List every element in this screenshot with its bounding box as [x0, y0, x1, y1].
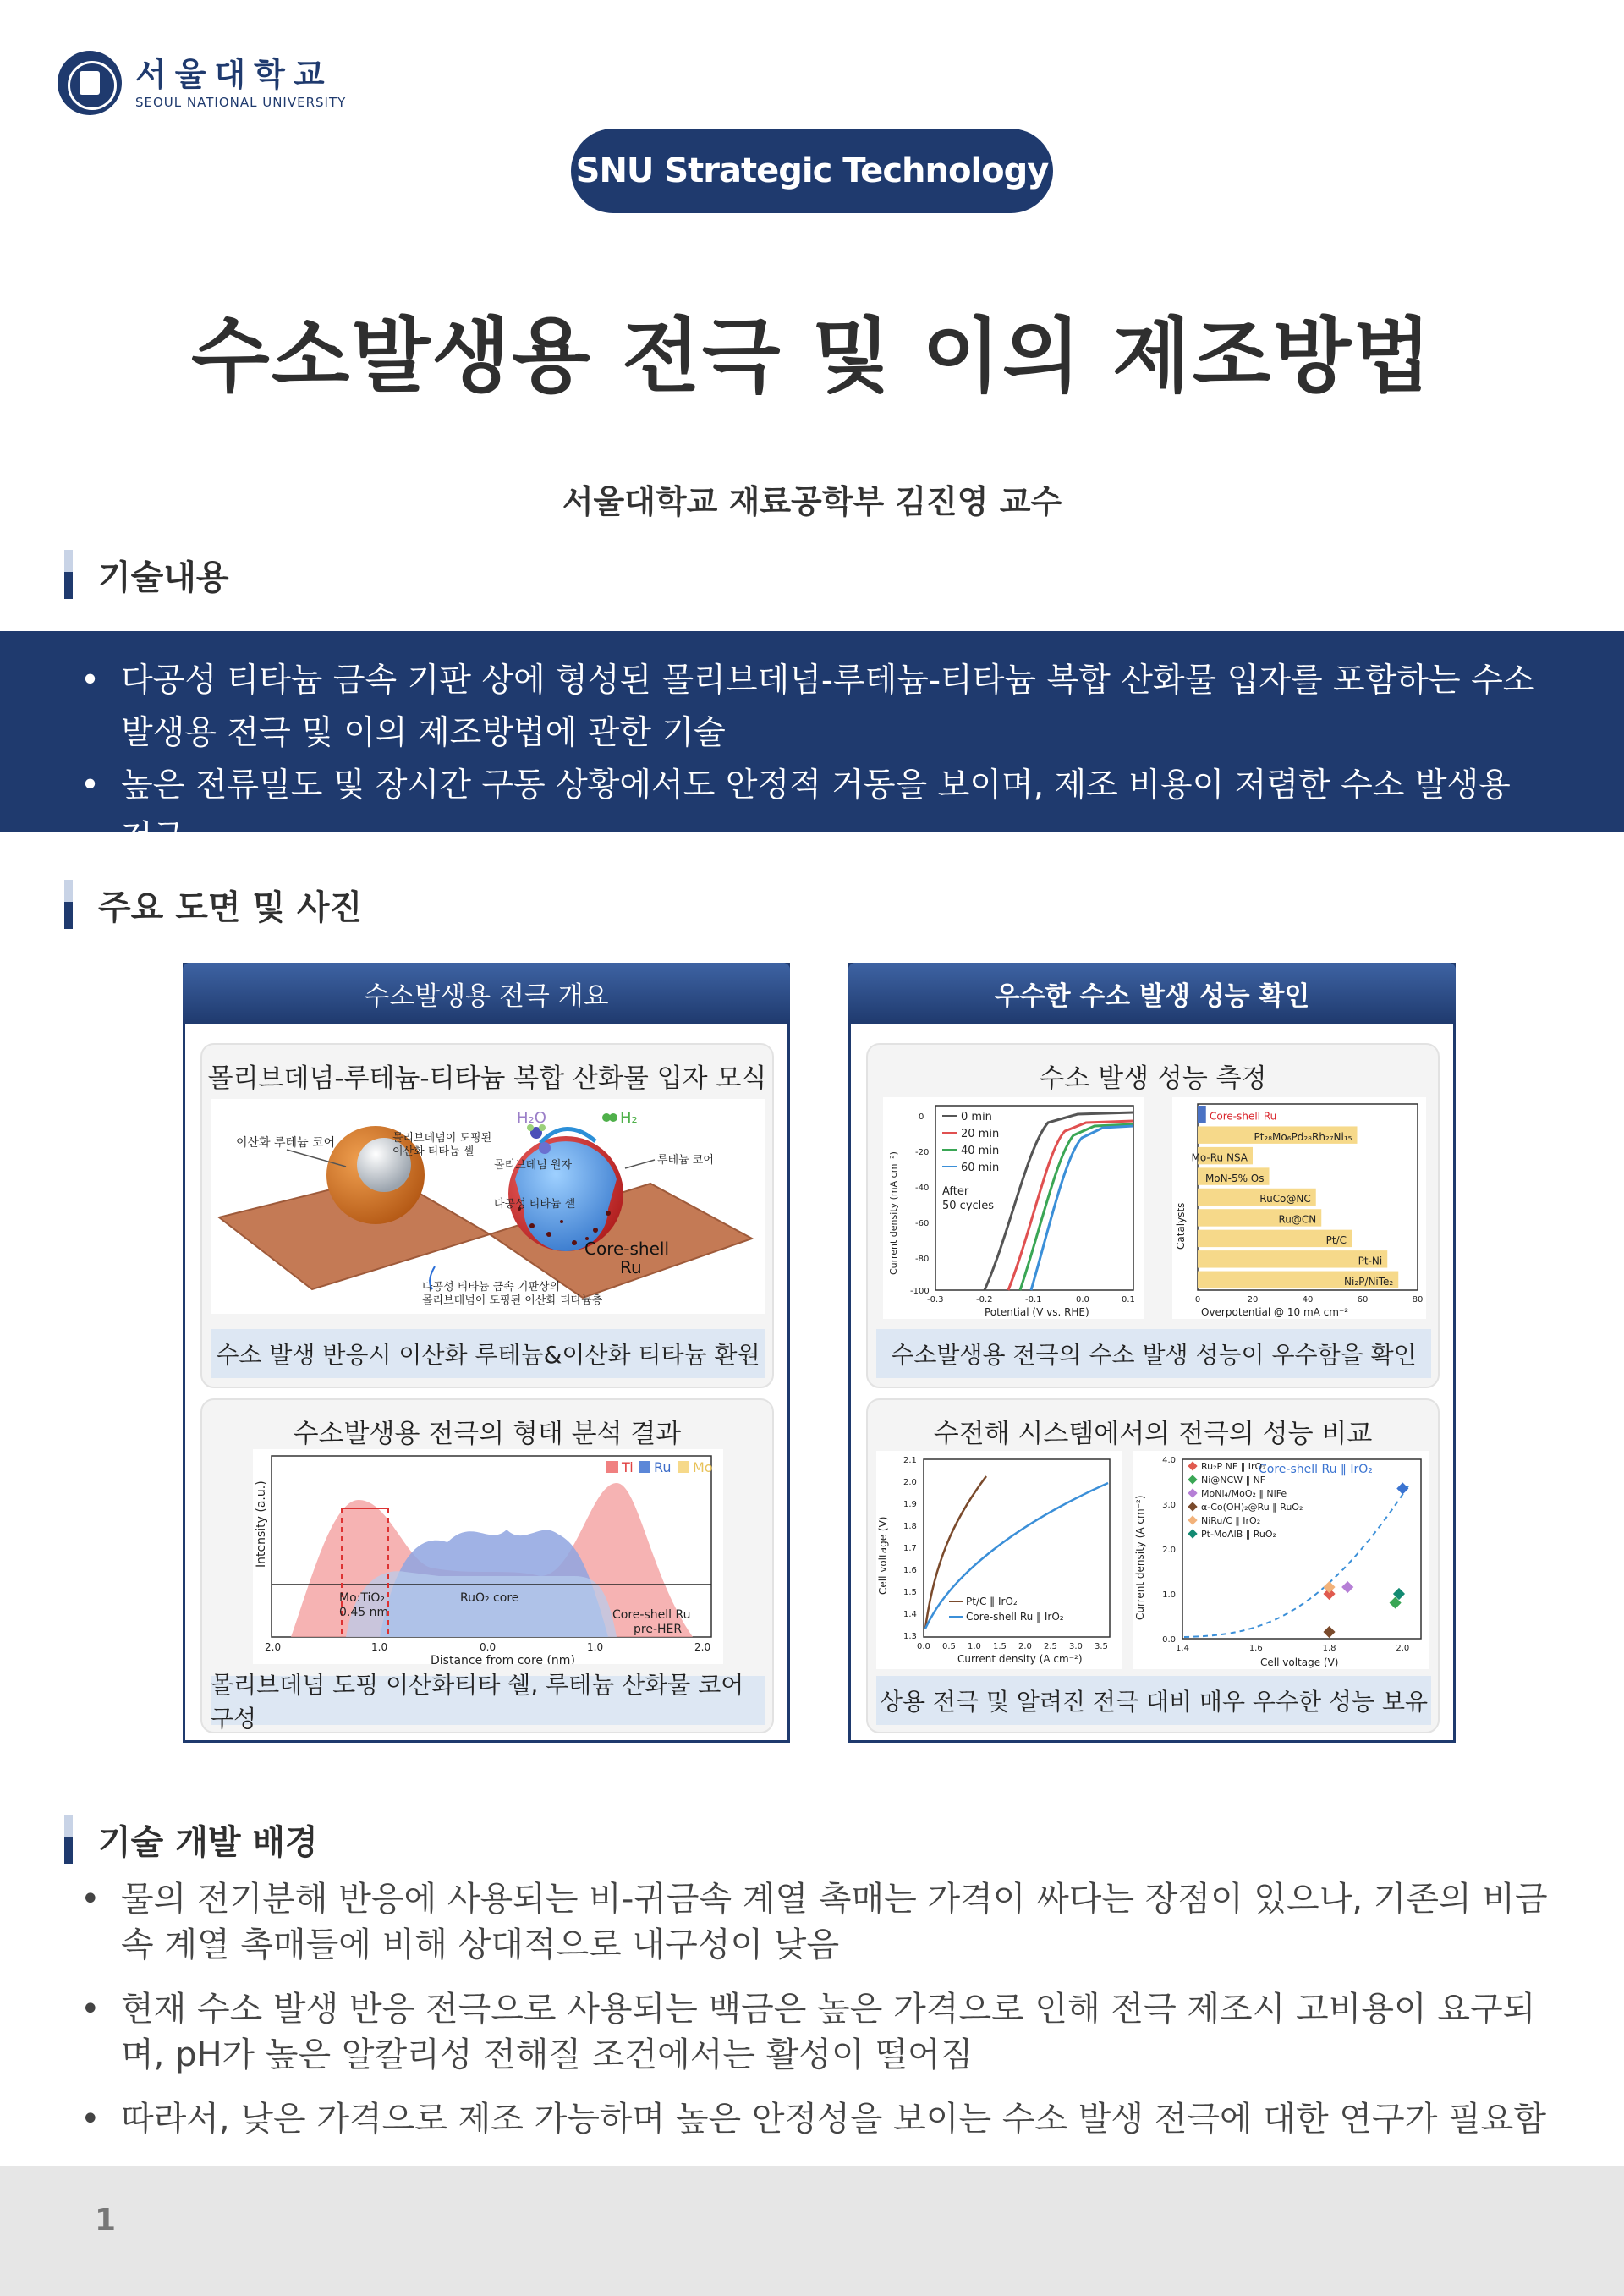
svg-text:-100: -100: [910, 1287, 930, 1296]
svg-text:After: After: [942, 1185, 969, 1198]
legend-label-1: Ni@NCW ‖ NF: [1201, 1475, 1266, 1486]
bar-label-5: Ru@CN: [1278, 1213, 1317, 1226]
figure-caption: 상용 전극 및 알려진 전극 대비 매우 우수한 성능 보유: [876, 1676, 1431, 1725]
svg-text:0: 0: [919, 1112, 924, 1122]
svg-text:이산화 티타늄 셀: 이산화 티타늄 셀: [392, 1145, 475, 1158]
bar-xtick-0: 0: [1194, 1295, 1201, 1305]
bar-0: [1198, 1106, 1206, 1123]
svg-text:Core-shell Ru ‖ IrO₂: Core-shell Ru ‖ IrO₂: [966, 1611, 1064, 1623]
lsv-chart: [883, 1097, 1144, 1319]
section-marker: [64, 550, 73, 599]
svg-text:1.5: 1.5: [993, 1642, 1007, 1651]
svg-text:-0.3: -0.3: [927, 1295, 944, 1305]
card-title: 수소 발생 성능 측정: [1039, 1063, 1267, 1094]
schematic-figure: [211, 1099, 765, 1314]
svg-text:2.1: 2.1: [903, 1456, 917, 1465]
svg-text:Mo: Mo: [693, 1459, 713, 1475]
svg-text:3.0: 3.0: [1069, 1642, 1083, 1651]
svg-text:Current density (A cm⁻²): Current density (A cm⁻²): [957, 1653, 1083, 1665]
svg-text:Pt/C ‖ IrO₂: Pt/C ‖ IrO₂: [966, 1596, 1018, 1607]
page-footer: [0, 2166, 1624, 2296]
svg-text:-40: -40: [915, 1184, 930, 1193]
svg-text:Core-shell Ru: Core-shell Ru: [612, 1608, 691, 1622]
svg-text:0.0: 0.0: [480, 1641, 497, 1653]
svg-text:Ru: Ru: [654, 1459, 672, 1475]
scatter-ytick-1: 1.0: [1162, 1590, 1176, 1600]
section-heading-background: [64, 1815, 318, 1864]
legend-label-5: Pt-MoAlB ‖ RuO₂: [1201, 1529, 1276, 1540]
legend-label-0: Ru₂P NF ‖ IrO₂: [1201, 1461, 1266, 1472]
legend-marker-4: [1188, 1515, 1197, 1524]
svg-text:40 min: 40 min: [961, 1145, 1000, 1157]
svg-text:Ti: Ti: [622, 1459, 634, 1475]
bar-label-4: RuCo@NC: [1259, 1193, 1311, 1206]
figure-panel-overview: [183, 963, 790, 1743]
section-heading-figures: [64, 880, 362, 929]
figure-card-morphology: [200, 1398, 774, 1733]
svg-text:Catalysts: Catalysts: [1175, 1202, 1187, 1250]
bar-label-8: Ni₂P/NiTe₂: [1344, 1276, 1394, 1288]
svg-text:1.0: 1.0: [968, 1642, 981, 1651]
svg-text:Cell voltage (V): Cell voltage (V): [877, 1516, 889, 1595]
section-title: 주요 도면 및 사진: [98, 887, 363, 927]
legend-marker-1: [1188, 1475, 1197, 1484]
background-bullet: • 현재 수소 발생 반응 전극으로 사용되는 백금은 높은 가격으로 인해 전극 제조시 고비용이 요구되며, pH가 높은 알칼리성 전해질 조건에서는 활성이 떨어짐: [80, 1986, 1552, 2078]
svg-text:1.7: 1.7: [903, 1544, 917, 1553]
lsv-60min: [1031, 1126, 1133, 1290]
bar-xtick-3: 60: [1357, 1295, 1369, 1305]
eds-line-scan-chart: [253, 1449, 723, 1664]
svg-text:H₂: H₂: [620, 1109, 638, 1127]
svg-text:2.5: 2.5: [1044, 1642, 1057, 1651]
scatter-xtick-0: 1.4: [1176, 1644, 1189, 1653]
svg-text:이산화 루테늄 코어: 이산화 루테늄 코어: [236, 1136, 336, 1150]
svg-text:-60: -60: [915, 1219, 930, 1228]
author-line: 서울대학교 재료공학부 김진영 교수: [562, 483, 1062, 520]
bar-label-7: Pt-Ni: [1358, 1255, 1383, 1267]
svg-text:Mo:TiO₂: Mo:TiO₂: [339, 1591, 386, 1605]
svg-text:-0.2: -0.2: [976, 1295, 993, 1305]
scatter-ytick-0: 0.0: [1162, 1635, 1176, 1645]
svg-text:몰리브데넘 원자: 몰리브데넘 원자: [494, 1159, 573, 1172]
svg-text:2.0: 2.0: [265, 1641, 282, 1653]
svg-text:루테늄 코어: 루테늄 코어: [657, 1154, 714, 1167]
svg-text:Potential (V vs. RHE): Potential (V vs. RHE): [985, 1306, 1089, 1318]
svg-text:Cell voltage (V): Cell voltage (V): [1260, 1656, 1339, 1668]
svg-text:1.4: 1.4: [903, 1610, 917, 1619]
scatter-xtick-2: 1.8: [1322, 1644, 1336, 1653]
snu-logo: [58, 51, 346, 115]
svg-text:2.0: 2.0: [1018, 1642, 1032, 1651]
svg-text:0.0: 0.0: [1076, 1295, 1089, 1305]
svg-text:3.5: 3.5: [1095, 1642, 1108, 1651]
svg-text:2.0: 2.0: [903, 1478, 917, 1487]
svg-text:0 min: 0 min: [961, 1111, 992, 1123]
scatter-point-4: [1323, 1581, 1335, 1593]
svg-text:다공성 티타늄 셀: 다공성 티타늄 셀: [494, 1198, 576, 1211]
tech-bullet: • 다공성 티타늄 금속 기판 상에 형성된 몰리브데넘-루테늄-티타늄 복합 산화물 입자를 포함하는 수소 발생용 전극 및 이의 제조방법에 관한 기술: [80, 655, 1539, 760]
section-title: 기술내용: [98, 558, 229, 597]
scatter-point-2: [1341, 1581, 1353, 1593]
snu-emblem-icon: [58, 51, 122, 115]
panel-title: 수소발생용 전극 개요: [183, 963, 790, 1024]
figure-caption: 수소발생용 전극의 수소 발생 성능이 우수함을 확인: [876, 1329, 1431, 1378]
figure-caption: 수소 발생 반응시 이산화 루테늄&이산화 티타늄 환원: [211, 1329, 765, 1378]
bar-label-2: Mo-Ru NSA: [1191, 1151, 1248, 1164]
strategic-technology-badge: SNU Strategic Technology: [571, 129, 1053, 213]
svg-text:0.45 nm: 0.45 nm: [339, 1606, 389, 1619]
logo-english-name: SEOUL NATIONAL UNIVERSITY: [135, 95, 347, 110]
bar-xtick-4: 80: [1412, 1295, 1424, 1305]
legend-marker-0: [1188, 1461, 1197, 1470]
svg-text:0.5: 0.5: [942, 1642, 956, 1651]
logo-korean-name: 서울대학교: [135, 56, 333, 93]
svg-text:1.3: 1.3: [903, 1632, 917, 1641]
section-marker: [64, 880, 73, 929]
bar-xtick-1: 20: [1247, 1295, 1259, 1305]
legend-label-3: α-Co(OH)₂@Ru ‖ RuO₂: [1201, 1502, 1303, 1513]
scatter-ytick-4: 4.0: [1162, 1456, 1176, 1465]
svg-text:50 cycles: 50 cycles: [942, 1200, 995, 1212]
svg-text:0.0: 0.0: [917, 1642, 930, 1651]
figure-card-electrolyzer: [866, 1398, 1440, 1733]
svg-text:-80: -80: [915, 1255, 930, 1264]
bar-xtick-2: 40: [1302, 1295, 1314, 1305]
svg-text:20 min: 20 min: [961, 1128, 1000, 1140]
card-title: 수소발생용 전극의 형태 분석 결과: [293, 1419, 682, 1449]
page-number: 1: [95, 2203, 117, 2238]
svg-text:다공성 티타늄 금속 기판상의: 다공성 티타늄 금속 기판상의: [422, 1281, 561, 1294]
svg-text:2.0: 2.0: [694, 1641, 711, 1653]
comparison-scatter-chart: [1133, 1451, 1429, 1669]
svg-text:60 min: 60 min: [961, 1162, 1000, 1174]
legend-label-2: MoNi₄/MoO₂ ‖ NiFe: [1201, 1488, 1287, 1499]
card-title: 수전해 시스템에서의 전극의 성능 비교: [933, 1419, 1373, 1449]
section-marker: [64, 1815, 73, 1864]
svg-text:Distance from core (nm): Distance from core (nm): [431, 1654, 575, 1664]
section-heading-tech: [64, 550, 229, 599]
svg-text:Core-shell: Core-shell: [584, 1239, 670, 1259]
figure-caption: 몰리브데넘 도핑 이산화티타 쉘, 루테늄 산화물 코어 구성: [211, 1676, 765, 1725]
panel-title: 우수한 수소 발생 성능 확인: [848, 963, 1456, 1024]
bar-label-1: Pt₂₈Mo₆Pd₂₈Rh₂₇Ni₁₅: [1254, 1130, 1352, 1143]
tech-summary-band: [0, 631, 1624, 857]
background-list: [80, 1876, 1552, 2161]
scatter-xtick-1: 1.6: [1248, 1644, 1263, 1653]
background-bullet: • 물의 전기분해 반응에 사용되는 비-귀금속 계열 촉매는 가격이 싸다는 장점이 있으나, 기존의 비금속 계열 촉매들에 비해 상대적으로 내구성이 낮음: [80, 1876, 1552, 1968]
scatter-ytick-3: 3.0: [1162, 1501, 1176, 1510]
scatter-xtick-3: 2.0: [1396, 1644, 1410, 1653]
scatter-point-3: [1323, 1626, 1335, 1638]
legend-label-4: NiRu/C ‖ IrO₂: [1201, 1515, 1261, 1526]
bar-label-3: MoN-5% Os: [1204, 1172, 1265, 1184]
svg-text:Intensity (a.u.): Intensity (a.u.): [255, 1480, 268, 1568]
overpotential-bar-chart: [1172, 1097, 1426, 1319]
legend-marker-3: [1188, 1502, 1197, 1511]
svg-text:몰리브데넘이 도핑된 이산화 티타늄층: 몰리브데넘이 도핑된 이산화 티타늄층: [422, 1294, 603, 1307]
section-title: 기술 개발 배경: [98, 1822, 318, 1862]
card-title: 몰리브데넘-루테늄-티타늄 복합 산화물 입자 모식: [207, 1063, 767, 1094]
background-bullet: • 따라서, 낮은 가격으로 제조 가능하며 높은 안정성을 보이는 수소 발생 전극에 대한 연구가 필요함: [80, 2096, 1552, 2142]
cell-voltage-chart: [876, 1451, 1122, 1669]
svg-text:pre-HER: pre-HER: [634, 1623, 683, 1636]
bar-label-0: Core-shell Ru: [1210, 1110, 1277, 1123]
figure-panel-performance: [848, 963, 1456, 1743]
svg-text:H₂O: H₂O: [517, 1109, 546, 1127]
tech-bullet: • 높은 전류밀도 및 장시간 구동 상황에서도 안정적 거동을 보이며, 제조 비용이 저렴한 수소 발생용 전극: [80, 760, 1539, 865]
legend-marker-5: [1188, 1529, 1197, 1538]
svg-text:몰리브데넘이 도핑된: 몰리브데넘이 도핑된: [392, 1132, 492, 1145]
svg-text:1.0: 1.0: [587, 1641, 604, 1653]
svg-text:RuO₂ core: RuO₂ core: [460, 1591, 519, 1605]
legend-marker-2: [1188, 1488, 1197, 1497]
figure-card-schematic: [200, 1043, 774, 1388]
svg-text:1.9: 1.9: [903, 1500, 917, 1509]
svg-text:Current density (mA cm⁻²): Current density (mA cm⁻²): [888, 1151, 899, 1275]
bar-label-6: Pt/C: [1325, 1234, 1347, 1247]
figure-card-her-performance: [866, 1043, 1440, 1388]
svg-text:1.8: 1.8: [903, 1522, 917, 1531]
svg-text:Overpotential @ 10 mA cm⁻²: Overpotential @ 10 mA cm⁻²: [1201, 1306, 1349, 1318]
scatter-ytick-2: 2.0: [1162, 1546, 1176, 1555]
page-title: 수소발생용 전극 및 이의 제조방법: [191, 309, 1433, 404]
svg-text:Core-shell Ru ‖ IrO₂: Core-shell Ru ‖ IrO₂: [1259, 1463, 1373, 1476]
svg-text:-20: -20: [915, 1148, 930, 1157]
svg-text:Current density (A cm⁻²): Current density (A cm⁻²): [1134, 1495, 1146, 1620]
scatter-point-6: [1396, 1482, 1408, 1494]
svg-text:-0.1: -0.1: [1025, 1295, 1042, 1305]
svg-text:1.0: 1.0: [371, 1641, 388, 1653]
svg-text:Ru: Ru: [620, 1257, 642, 1277]
svg-text:0.1: 0.1: [1122, 1295, 1135, 1305]
svg-text:1.5: 1.5: [903, 1588, 917, 1597]
svg-text:1.6: 1.6: [903, 1566, 917, 1575]
